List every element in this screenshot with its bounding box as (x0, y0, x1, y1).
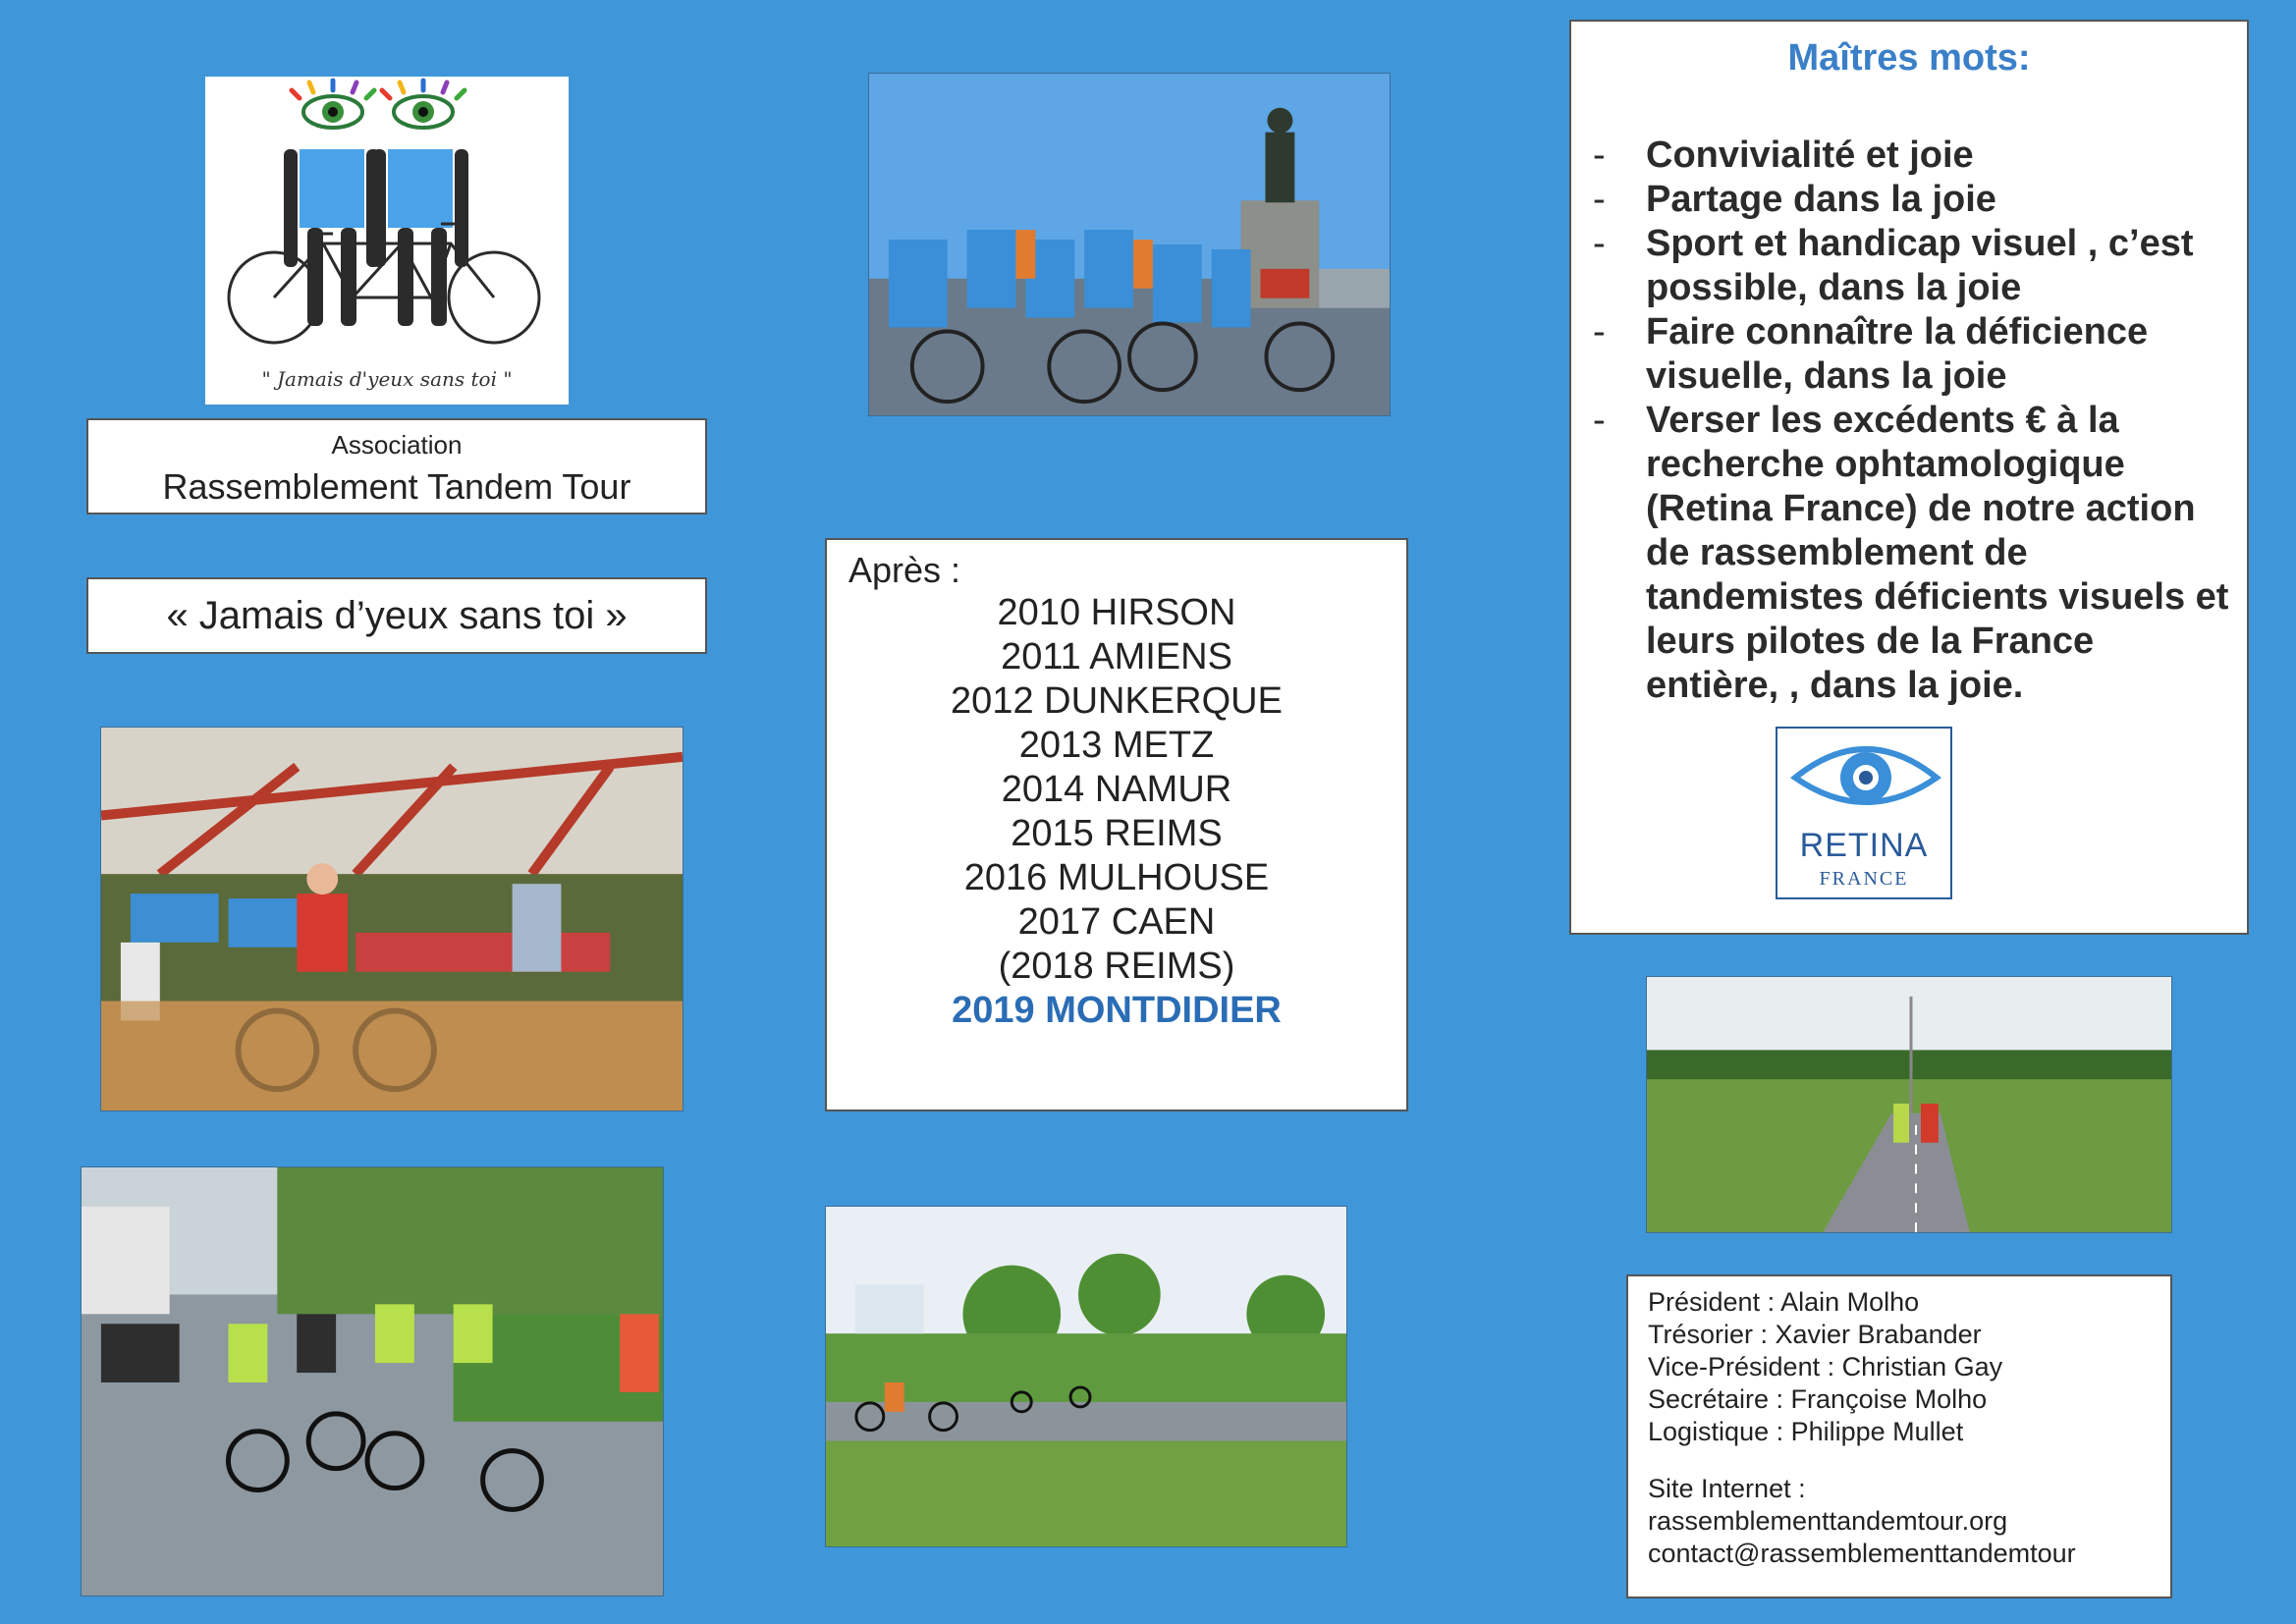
logo-caption: " Jamais d'yeux sans toi " (261, 367, 513, 391)
edition-item: 2016 MULHOUSE (963, 857, 1270, 898)
photo-country-road (1646, 976, 2172, 1233)
contact-email: contact@rassemblementtandemtour (1648, 1539, 2076, 1568)
board-member: Secrétaire : Françoise Molho (1648, 1384, 1988, 1414)
eye-icon (1777, 729, 1954, 827)
keyword-item: - Verser les excédents € à la recherche ophtamologique (Retina France) de notre action de rassemblement de tandemistes déficients visuels et leurs pilotes de la France entière, , dans la joie. (1593, 400, 2229, 706)
association-name-box (86, 418, 707, 514)
board-member: Vice-Président : Christian Gay (1648, 1352, 2003, 1381)
editions-box (825, 538, 1408, 1111)
tandem-eyes-logo-icon (205, 77, 569, 371)
keyword-item: - Sport et handicap visuel , c’est possible, dans la joie (1593, 223, 2194, 308)
edition-item: 2015 REIMS (1011, 813, 1223, 854)
keyword-item: - Convivialité et joie (1593, 135, 1974, 176)
keywords-title: Maîtres mots: (1787, 37, 2031, 79)
keywords-list (1593, 134, 2229, 708)
edition-item: 2012 DUNKERQUE (951, 680, 1283, 722)
retina-subtitle: FRANCE (1819, 868, 1909, 890)
board-members-list (1648, 1286, 2002, 1448)
edition-item: 2017 CAEN (1017, 901, 1216, 943)
photo-cyclists-street (81, 1166, 664, 1597)
retina-name: RETINA (1799, 827, 1929, 864)
photo-statue-gathering (868, 73, 1391, 416)
editions-title: Après : (848, 550, 961, 590)
edition-item: 2010 HIRSON (997, 592, 1236, 633)
association-name: Rassemblement Tandem Tour (162, 466, 631, 507)
board-member: Président : Alain Molho (1648, 1287, 1920, 1317)
association-logo (205, 77, 569, 405)
website-block (1648, 1473, 2076, 1570)
slogan-box (86, 577, 707, 654)
photo-roundabout-ride (825, 1206, 1347, 1547)
photo-banquet-hall (100, 727, 683, 1111)
board-member: Trésorier : Xavier Brabander (1648, 1320, 1982, 1349)
website-label: Site Internet : (1648, 1474, 1806, 1503)
keyword-item: - Faire connaître la déficience visuelle, dans la joie (1593, 311, 2149, 397)
board-contact-box (1626, 1274, 2172, 1598)
editions-list (827, 591, 1406, 1033)
edition-item-current: 2019 MONTDIDIER (952, 990, 1282, 1031)
association-label: Association (331, 430, 463, 460)
keyword-item: - Partage dans la joie (1593, 179, 1996, 220)
retina-france-logo (1776, 727, 1952, 899)
edition-item: 2014 NAMUR (1001, 769, 1232, 810)
slogan-text: « Jamais d’yeux sans toi » (166, 594, 628, 637)
edition-item: (2018 REIMS) (998, 946, 1235, 987)
board-member: Logistique : Philippe Mullet (1648, 1417, 1964, 1446)
edition-item: 2013 METZ (1018, 725, 1215, 766)
edition-item: 2011 AMIENS (1001, 636, 1232, 677)
website-url: rassemblementtandemtour.org (1648, 1506, 2008, 1536)
